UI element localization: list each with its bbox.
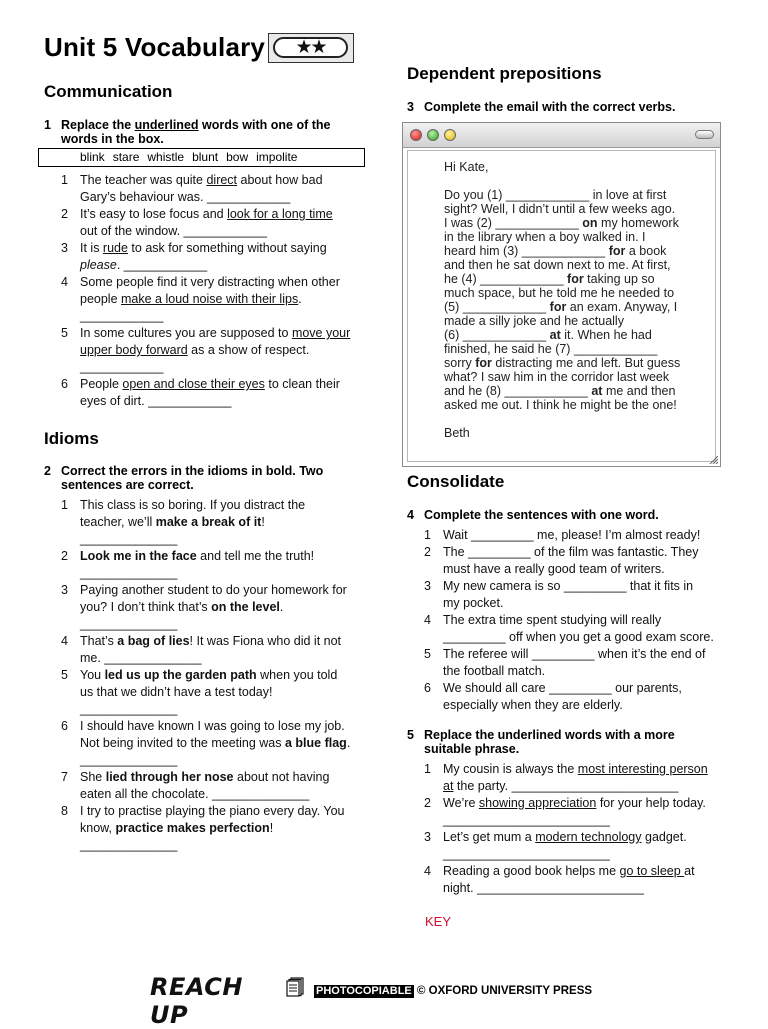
item-number: 2 — [424, 545, 431, 559]
instruction-text: words with one of the — [198, 118, 331, 132]
exercise-5-item — [424, 795, 754, 829]
close-dot-icon — [410, 129, 422, 141]
copyright-text: © OXFORD UNIVERSITY PRESS — [417, 985, 593, 997]
email-line: he (4) ____________ for taking up so — [444, 272, 655, 286]
item-text: _________ off when you get a good exam score. — [443, 630, 714, 644]
exercise-1-item — [61, 325, 371, 376]
item-text: She — [80, 770, 106, 784]
item-underlined: make a loud noise with their lips — [121, 292, 299, 306]
item-answer-blank: ________________________ — [443, 813, 610, 827]
item-text: We should all care _________ our parents, — [443, 681, 682, 695]
photocopiable-badge: PHOTOCOPIABLE — [316, 985, 412, 997]
word-box-item: blunt — [192, 150, 219, 164]
item-text: It’s easy to lose focus and — [80, 207, 228, 221]
idiom-bold: practice makes perfection — [115, 821, 270, 835]
item-number: 6 — [61, 719, 68, 733]
idiom-bold: make a break of it — [155, 515, 262, 529]
item-underlined: move your — [291, 326, 351, 340]
word-box-item: blink — [80, 150, 105, 164]
email-text — [444, 160, 680, 440]
item-text: out of the window. ____________ — [80, 224, 267, 238]
email-line: heard him (3) ____________ for a book — [444, 244, 667, 258]
idioms-heading: Idioms — [44, 429, 99, 448]
exercise-2-item — [61, 497, 371, 548]
item-text: my pocket. — [443, 596, 504, 610]
book-pages-icon — [286, 977, 304, 997]
item-text: know, — [80, 821, 116, 835]
communication-heading: Communication — [44, 82, 173, 101]
item-text: In some cultures you are supposed to — [80, 326, 292, 340]
email-line: finished, he said he (7) ____________ — [444, 342, 658, 356]
exercise-2-item — [61, 582, 371, 633]
email-line: and then he sat down next to me. At first, — [444, 258, 671, 272]
instruction-text: Correct the errors in the idioms in bold. Two — [61, 464, 324, 478]
instruction-text: Complete the email with the correct verbs. — [424, 100, 676, 114]
item-answer-blank: ______________ — [80, 702, 178, 716]
exercise-2-item — [61, 667, 371, 718]
item-text: at — [684, 864, 695, 878]
item-number: 2 — [424, 796, 431, 810]
item-text: as a show of respect. — [187, 343, 310, 357]
item-answer-blank: ______________ — [80, 617, 178, 631]
idiom-bold: led us up the garden path — [104, 668, 257, 682]
item-text: . — [298, 292, 302, 306]
exercise-number: 5 — [407, 728, 414, 742]
email-line: sorry for distracting me and left. But guess — [444, 356, 681, 370]
instruction-text: words in the box. — [61, 132, 164, 146]
exercise-5-instruction — [407, 728, 737, 758]
exercise-2-instruction — [44, 464, 374, 494]
item-number: 2 — [61, 549, 68, 563]
item-underlined: upper body forward — [80, 343, 188, 357]
toolbar-toggle-icon — [695, 130, 714, 139]
instruction-text: Replace the — [61, 118, 135, 132]
item-text: must have a really good team of writers. — [443, 562, 665, 576]
dependent-prepositions-heading: Dependent prepositions — [407, 64, 602, 83]
idiom-bold: a bag of lies — [117, 634, 190, 648]
item-text: You — [80, 668, 105, 682]
item-text: about how bad — [237, 173, 323, 187]
idiom-bold: on the level — [211, 600, 280, 614]
item-number: 3 — [424, 579, 431, 593]
item-text: That’s — [80, 634, 118, 648]
email-window-titlebar — [403, 123, 720, 148]
item-text: Let’s get mum a — [443, 830, 536, 844]
email-line: Do you (1) ____________ in love at first — [444, 188, 667, 202]
exercise-4-instruction — [407, 508, 737, 524]
instruction-underlined: underlined — [134, 118, 199, 132]
email-line: and he (8) ____________ at me and then — [444, 384, 676, 398]
page-title: Unit 5 Vocabulary — [44, 32, 266, 62]
item-text: to ask for something without saying — [127, 241, 327, 255]
minimize-dot-icon — [427, 129, 439, 141]
item-text: us that we didn’t have a test today! — [80, 685, 273, 699]
word-box-item: bow — [226, 150, 249, 164]
idiom-bold: Look me in the face — [80, 549, 197, 563]
item-number: 3 — [61, 583, 68, 597]
item-number: 2 — [61, 207, 68, 221]
email-line: (5) ____________ for an exam. Anyway, I — [444, 300, 678, 314]
resize-grip-icon — [708, 454, 718, 464]
item-text: to clean their — [264, 377, 340, 391]
item-text: teacher, we’ll — [80, 515, 156, 529]
item-text: ! — [261, 515, 265, 529]
item-number: 4 — [424, 613, 431, 627]
item-text: the football match. — [443, 664, 546, 678]
item-underlined: modern technology — [535, 830, 642, 844]
email-line: sight? Well, I didn’t until a few weeks ago. — [444, 202, 676, 216]
exercise-5-item — [424, 829, 754, 863]
email-line: what? I saw him in the corridor last week — [444, 370, 670, 384]
item-underlined: open and close their eyes — [122, 377, 265, 391]
item-text: ! — [269, 821, 274, 835]
item-text: . — [279, 600, 284, 614]
exercise-4-item — [424, 612, 754, 646]
item-underlined: showing appreciation — [478, 796, 597, 810]
item-text: eyes of dirt. ____________ — [80, 394, 232, 408]
item-text: The extra time spent studying will really — [443, 613, 662, 627]
item-text: . ____________ — [116, 258, 208, 272]
exercise-number: 3 — [407, 100, 414, 114]
item-text: My new camera is so _________ that it fits in — [443, 579, 694, 593]
email-line: made a silly joke and he actually — [444, 314, 624, 328]
item-number: 6 — [61, 377, 68, 391]
exercise-4-item — [424, 527, 754, 544]
item-text: Reading a good book helps me — [443, 864, 620, 878]
word-box — [38, 148, 365, 167]
item-number: 1 — [61, 173, 68, 187]
item-text: and tell me the truth! — [196, 549, 315, 563]
item-text: especially when they are elderly. — [443, 698, 623, 712]
word-box-item: whistle — [147, 150, 185, 164]
item-text: Some people find it very distracting when other — [80, 275, 340, 289]
item-text: People — [80, 377, 123, 391]
item-number: 7 — [61, 770, 68, 784]
idiom-bold: lied through her nose — [105, 770, 234, 784]
email-line: in the library when a boy walked in. I — [444, 230, 646, 244]
exercise-5-item — [424, 863, 754, 897]
email-signoff: Beth — [444, 426, 470, 440]
exercise-number: 1 — [44, 118, 51, 132]
item-answer-blank: night. ________________________ — [443, 881, 644, 895]
item-underlined: rude — [102, 241, 128, 255]
exercise-1-item — [61, 240, 371, 274]
item-number: 3 — [61, 241, 68, 255]
exercise-2-item — [61, 769, 371, 803]
item-number: 5 — [61, 668, 68, 682]
item-answer-blank: ______________ — [80, 532, 178, 546]
instruction-text: Complete the sentences with one word. — [424, 508, 659, 522]
item-text: me. ______________ — [80, 651, 202, 665]
item-underlined: at — [443, 779, 454, 793]
exercise-number: 2 — [44, 464, 51, 478]
item-text: Wait _________ me, please! I’m almost ready! — [443, 528, 701, 542]
exercise-4-item — [424, 646, 754, 680]
item-number: 4 — [61, 275, 68, 289]
item-text: . — [346, 736, 351, 750]
item-underlined: go to sleep — [619, 864, 685, 878]
item-text: eaten all the chocolate. ______________ — [80, 787, 310, 801]
exercise-4-item — [424, 680, 754, 714]
exercise-number: 4 — [407, 508, 414, 522]
answer-key-link[interactable]: KEY — [425, 914, 452, 929]
email-line: I was (2) ____________ on my homework — [444, 216, 679, 230]
item-number: 5 — [424, 647, 431, 661]
exercise-4-item — [424, 544, 754, 578]
exercise-1-instruction — [44, 118, 374, 148]
item-text: ! It was Fiona who did it not — [189, 634, 342, 648]
item-answer-blank: ____________ — [80, 309, 164, 323]
item-text: about not having — [233, 770, 330, 784]
email-line: much space, but he told me he needed to — [444, 286, 675, 300]
word-box-item: stare — [112, 150, 140, 164]
item-answer-blank: ______________ — [80, 838, 178, 852]
item-underlined: most interesting person — [577, 762, 708, 776]
item-number: 1 — [424, 528, 431, 542]
item-answer-blank: ____________ — [80, 360, 164, 374]
item-number: 4 — [424, 864, 431, 878]
reach-up-logo: REACH UP — [150, 973, 243, 1029]
difficulty-badge — [268, 33, 354, 63]
idiom-bold: a blue flag — [284, 736, 347, 750]
word-box-item: impolite — [256, 150, 298, 164]
instruction-text: suitable phrase. — [424, 742, 520, 756]
exercise-1-item — [61, 206, 371, 240]
item-text: The teacher was quite — [80, 173, 207, 187]
item-text: My cousin is always the — [443, 762, 578, 776]
exercise-1-item — [61, 376, 371, 410]
instruction-text: sentences are correct. — [61, 478, 194, 492]
item-number: 6 — [424, 681, 431, 695]
item-text: for your help today. — [596, 796, 706, 810]
item-text: Paying another student to do your homework for — [80, 583, 347, 597]
item-number: 3 — [424, 830, 431, 844]
item-number: 8 — [61, 804, 68, 818]
exercise-1-item — [61, 172, 371, 206]
consolidate-heading: Consolidate — [407, 472, 505, 491]
item-text: I should have known I was going to lose my job. — [80, 719, 345, 733]
exercise-2-item — [61, 633, 371, 667]
item-text: Not being invited to the meeting was — [80, 736, 285, 750]
email-line: (6) ____________ at it. When he had — [444, 328, 652, 342]
item-text: Gary’s behaviour was. ____________ — [80, 190, 291, 204]
difficulty-stars: ★★ — [273, 37, 348, 58]
item-text: We’re — [443, 796, 479, 810]
item-number: 1 — [424, 762, 431, 776]
item-text: The _________ of the film was fantastic. They — [443, 545, 699, 559]
instruction-text: Replace the underlined words with a more — [424, 728, 675, 742]
zoom-dot-icon — [444, 129, 456, 141]
exercise-3-instruction — [407, 100, 737, 116]
item-number: 1 — [61, 498, 68, 512]
item-answer-blank: ______________ — [80, 753, 178, 767]
exercise-2-item — [61, 718, 371, 769]
item-italic: please — [80, 258, 117, 272]
item-text: people — [80, 292, 122, 306]
item-text: The referee will _________ when it’s the end of — [443, 647, 706, 661]
item-text: gadget. — [641, 830, 687, 844]
exercise-2-item — [61, 548, 371, 582]
item-text: This class is so boring. If you distract the — [80, 498, 306, 512]
email-line: asked me out. I think he might be the one! — [444, 398, 677, 412]
item-text: It is — [80, 241, 103, 255]
item-text: I try to practise playing the piano every day. You — [80, 804, 345, 818]
exercise-2-item — [61, 803, 371, 854]
item-text: you? I don’t think that’s — [80, 600, 212, 614]
item-answer-blank: ________________________ — [443, 847, 610, 861]
item-number: 4 — [61, 634, 68, 648]
exercise-5-item — [424, 761, 754, 795]
email-greeting: Hi Kate, — [444, 160, 489, 174]
item-underlined: direct — [206, 173, 238, 187]
item-underlined: look for a long time — [227, 207, 333, 221]
item-text: when you told — [256, 668, 338, 682]
exercise-1-item — [61, 274, 371, 325]
exercise-4-item — [424, 578, 754, 612]
item-answer-blank: ______________ — [80, 566, 178, 580]
item-number: 5 — [61, 326, 68, 340]
item-text: the party. ________________________ — [453, 779, 679, 793]
